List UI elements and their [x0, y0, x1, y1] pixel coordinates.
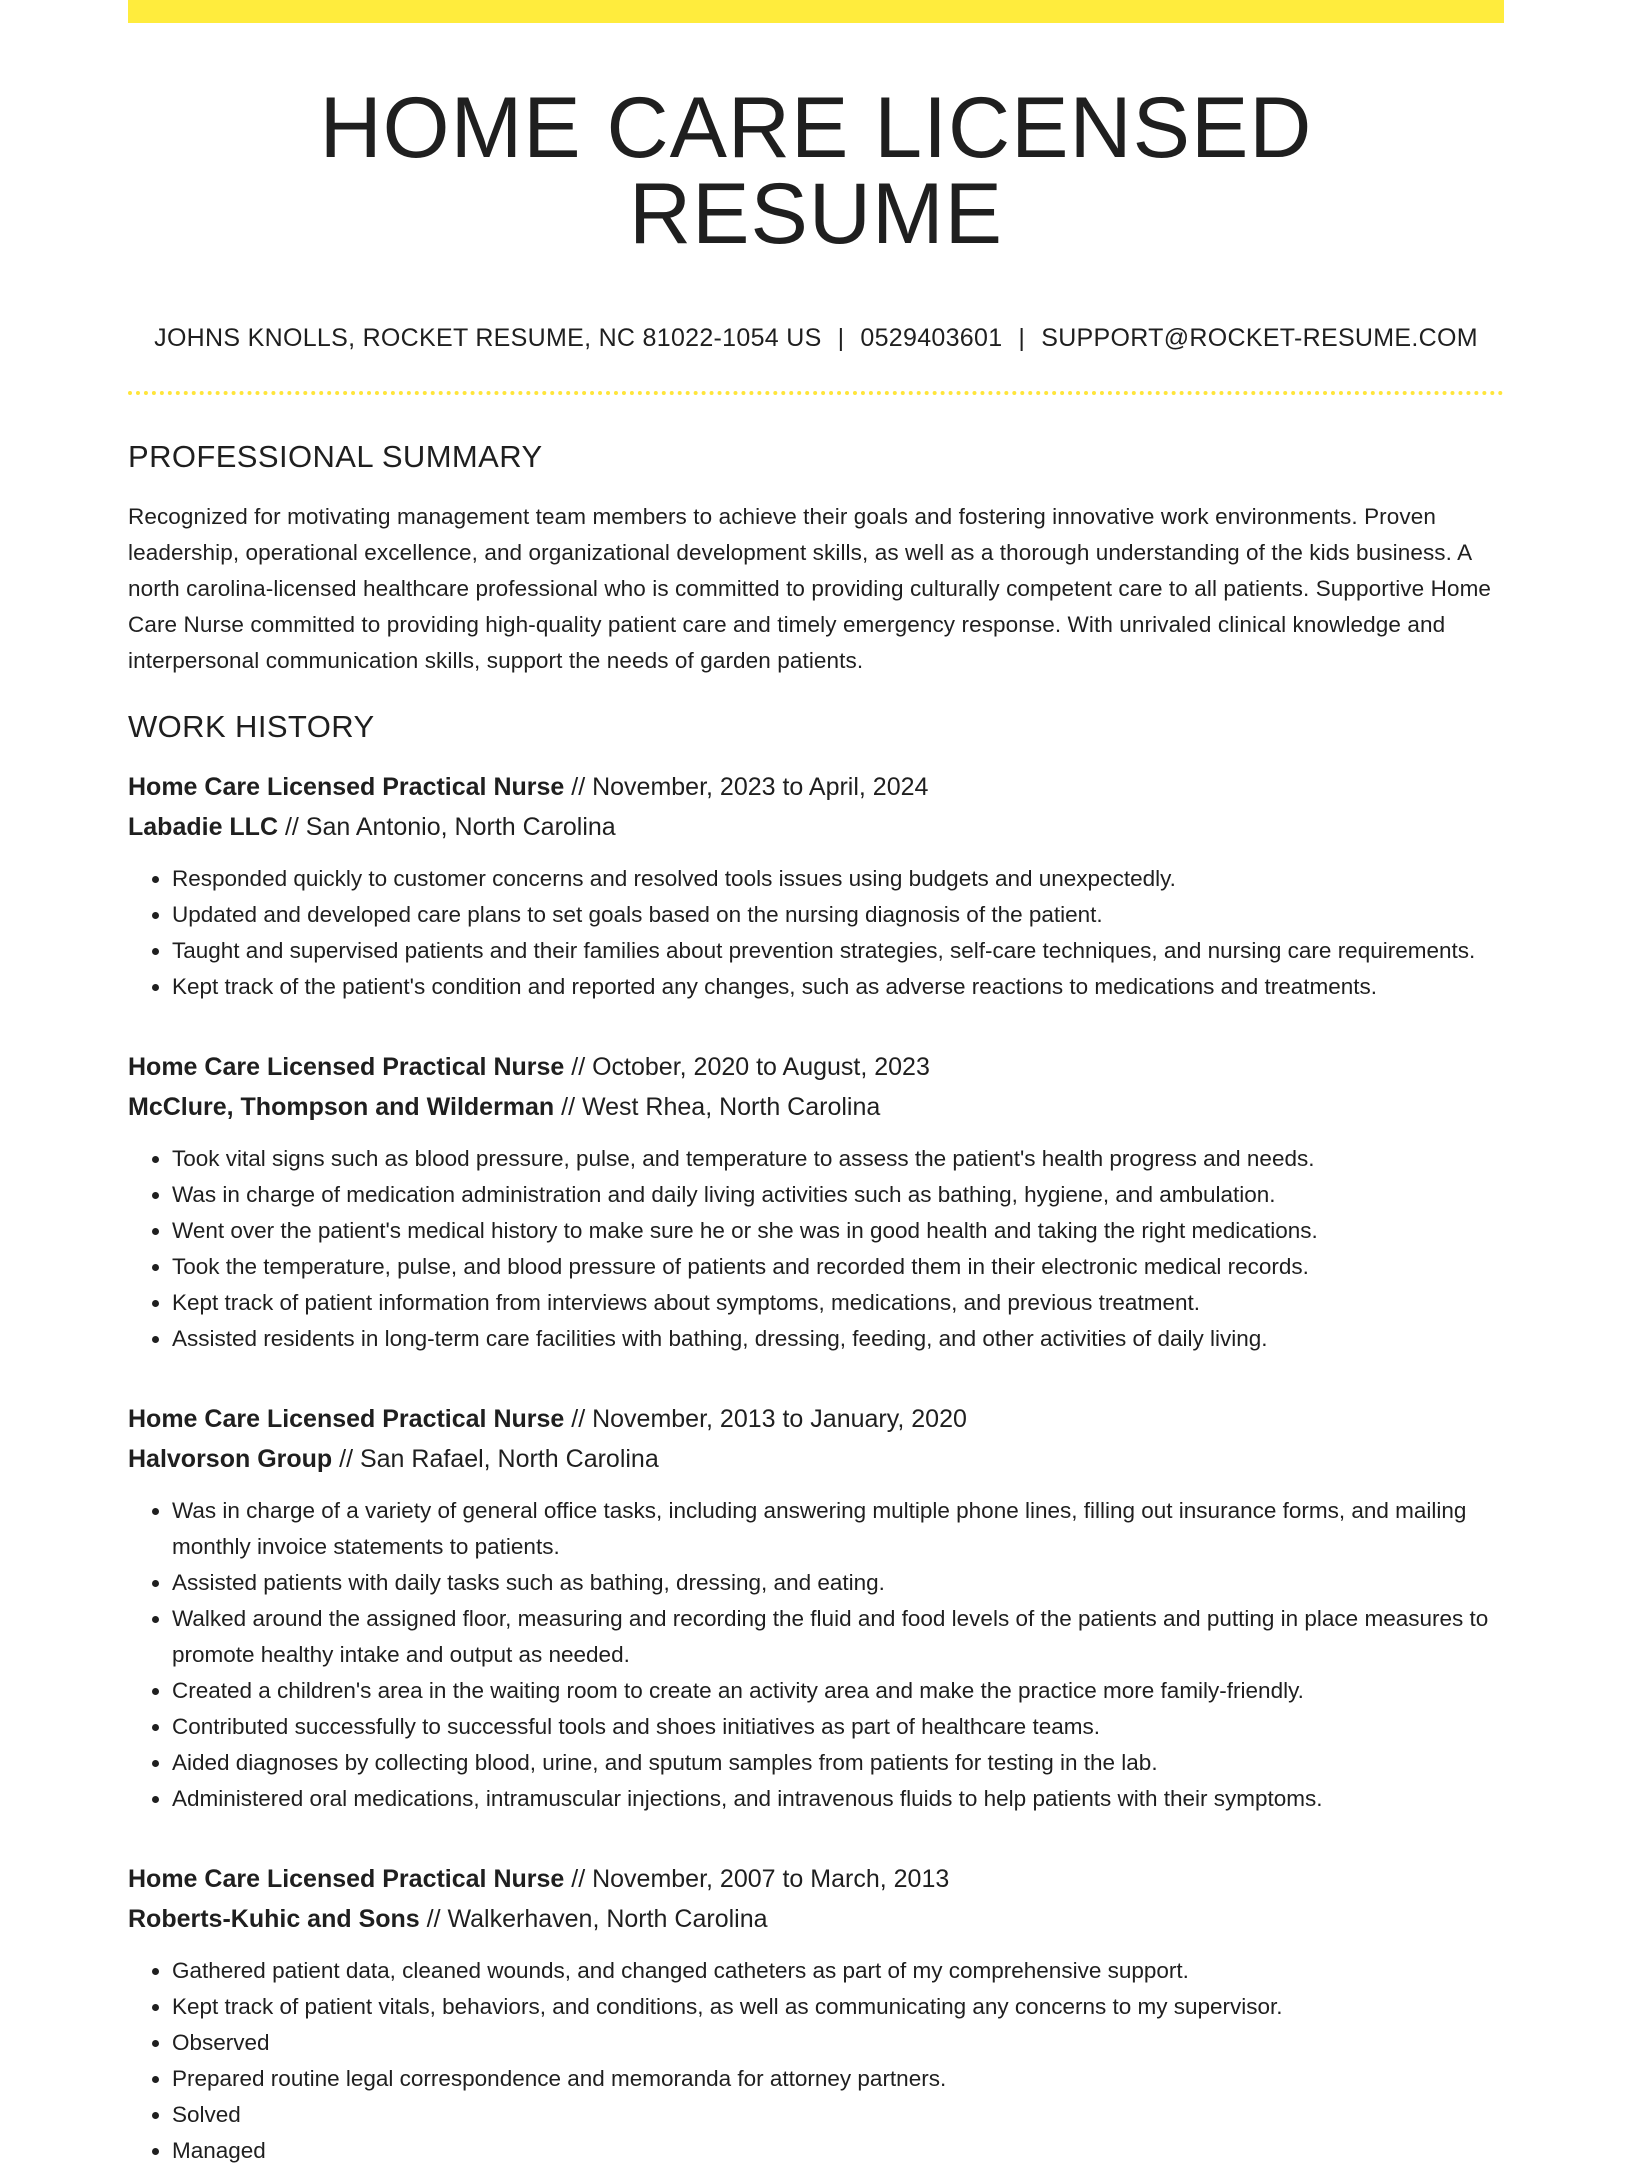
- job-title: Home Care Licensed Practical Nurse: [128, 773, 565, 801]
- job-company-line: [128, 1087, 1504, 1127]
- job-bullet: • Took vital signs such as blood pressure, pulse, and temperature to assess the patient's health progress and needs.: [172, 1141, 1504, 1177]
- job-dates: // November, 2007 to March, 2013: [564, 1865, 950, 1893]
- job-bullet: • Went over the patient's medical history to make sure he or she was in good health and taking the right medications.: [172, 1213, 1504, 1249]
- summary-heading: PROFESSIONAL SUMMARY: [128, 439, 543, 474]
- dotted-divider: [128, 391, 1504, 395]
- job-title: Home Care Licensed Practical Nurse: [128, 1865, 565, 1893]
- job-bullet: • Administered oral medications, intramuscular injections, and intravenous fluids to help patients with their symptoms.: [172, 1781, 1504, 1817]
- job-bullet: • Kept track of the patient's condition and reported any changes, such as adverse reactions to medications and treatments.: [172, 969, 1504, 1005]
- job-company: Roberts-Kuhic and Sons: [128, 1905, 420, 1933]
- job-title-line: [128, 767, 1504, 807]
- job-company-line: [128, 1899, 1504, 1939]
- contact-email: SUPPORT@ROCKET-RESUME.COM: [1041, 324, 1478, 352]
- job-title-line: [128, 1399, 1504, 1439]
- job-bullet: • Responded quickly to customer concerns and resolved tools issues using budgets and unexpectedly.: [172, 861, 1504, 897]
- job-bullets: [128, 1493, 1504, 1817]
- job-bullet: • Contributed successfully to successful tools and shoes initiatives as part of healthcare teams.: [172, 1709, 1504, 1745]
- job-bullet: • Managed: [172, 2133, 1504, 2169]
- job-bullet: • Was in charge of a variety of general office tasks, including answering multiple phone lines, filling out insurance forms, and mailing monthly invoice statements to patients.: [172, 1493, 1504, 1565]
- job-bullet: • Walked around the assigned floor, measuring and recording the fluid and food levels of the patients and putting in place measures to promote healthy intake and output as needed.: [172, 1601, 1504, 1673]
- contact-line: [128, 323, 1504, 353]
- job-bullets: [128, 861, 1504, 1005]
- job-bullet: • Prepared routine legal correspondence and memoranda for attorney partners.: [172, 2061, 1504, 2097]
- job-bullet: • Kept track of patient information from interviews about symptoms, medications, and previous treatment.: [172, 1285, 1504, 1321]
- job-entry: [128, 1859, 1504, 2169]
- summary-text: Recognized for motivating management team members to achieve their goals and fostering innovative work environments. Proven leadership, operational excellence, and organizational development skills, as well as a thorough understanding of the kids business. A north carolina-licensed healthcare professional who is committed to providing culturally competent care to all patients. Supportive Home Care Nurse committed to providing high-quality patient care and timely emergency response. With unrivaled clinical knowledge and interpersonal communication skills, support the needs of garden patients.: [128, 504, 1492, 673]
- job-company: Halvorson Group: [128, 1445, 333, 1473]
- job-company: Labadie LLC: [128, 813, 279, 841]
- contact-separator: |: [837, 324, 845, 352]
- job-bullet: • Assisted patients with daily tasks such as bathing, dressing, and eating.: [172, 1565, 1504, 1601]
- job-company-line: [128, 807, 1504, 847]
- job-entry: [128, 1047, 1504, 1357]
- job-title-line: [128, 1859, 1504, 1899]
- contact-address: JOHNS KNOLLS, ROCKET RESUME, NC 81022-1054 US: [154, 324, 822, 352]
- job-bullet: • Gathered patient data, cleaned wounds, and changed catheters as part of my comprehensive support.: [172, 1953, 1504, 1989]
- job-bullet: • Kept track of patient vitals, behaviors, and conditions, as well as communicating any concerns to my supervisor.: [172, 1989, 1504, 2025]
- job-location: // San Rafael, North Carolina: [332, 1445, 659, 1473]
- job-entry: [128, 767, 1504, 1005]
- job-title: Home Care Licensed Practical Nurse: [128, 1053, 565, 1081]
- work-history-heading: WORK HISTORY: [128, 709, 375, 744]
- job-entry: [128, 1399, 1504, 1817]
- job-dates: // November, 2013 to January, 2020: [564, 1405, 967, 1433]
- job-company: McClure, Thompson and Wilderman: [128, 1093, 555, 1121]
- job-location: // Walkerhaven, North Carolina: [419, 1905, 768, 1933]
- contact-separator: |: [1018, 324, 1026, 352]
- job-bullet: • Solved: [172, 2097, 1504, 2133]
- job-bullet: • Updated and developed care plans to set goals based on the nursing diagnosis of the patient.: [172, 897, 1504, 933]
- job-bullets: [128, 1141, 1504, 1357]
- job-location: // West Rhea, North Carolina: [554, 1093, 881, 1121]
- job-bullet: • Taught and supervised patients and their families about prevention strategies, self-care techniques, and nursing care requirements.: [172, 933, 1504, 969]
- contact-phone: 0529403601: [860, 324, 1003, 352]
- job-company-line: [128, 1439, 1504, 1479]
- resume-title: HOME CARE LICENSED RESUME: [319, 80, 1313, 262]
- resume-page: [128, 0, 1504, 2169]
- top-accent-bar: [128, 0, 1504, 23]
- job-dates: // November, 2023 to April, 2024: [564, 773, 929, 801]
- job-bullet: • Observed: [172, 2025, 1504, 2061]
- job-title: Home Care Licensed Practical Nurse: [128, 1405, 565, 1433]
- job-location: // San Antonio, North Carolina: [278, 813, 616, 841]
- job-bullet: • Created a children's area in the waiting room to create an activity area and make the practice more family-friendly.: [172, 1673, 1504, 1709]
- job-bullet: • Aided diagnoses by collecting blood, urine, and sputum samples from patients for testing in the lab.: [172, 1745, 1504, 1781]
- job-dates: // October, 2020 to August, 2023: [564, 1053, 930, 1081]
- job-bullet: • Was in charge of medication administration and daily living activities such as bathing, hygiene, and ambulation.: [172, 1177, 1504, 1213]
- job-title-line: [128, 1047, 1504, 1087]
- job-bullet: • Assisted residents in long-term care facilities with bathing, dressing, feeding, and other activities of daily living.: [172, 1321, 1504, 1357]
- job-bullet: • Took the temperature, pulse, and blood pressure of patients and recorded them in their electronic medical records.: [172, 1249, 1504, 1285]
- job-bullets: [128, 1953, 1504, 2169]
